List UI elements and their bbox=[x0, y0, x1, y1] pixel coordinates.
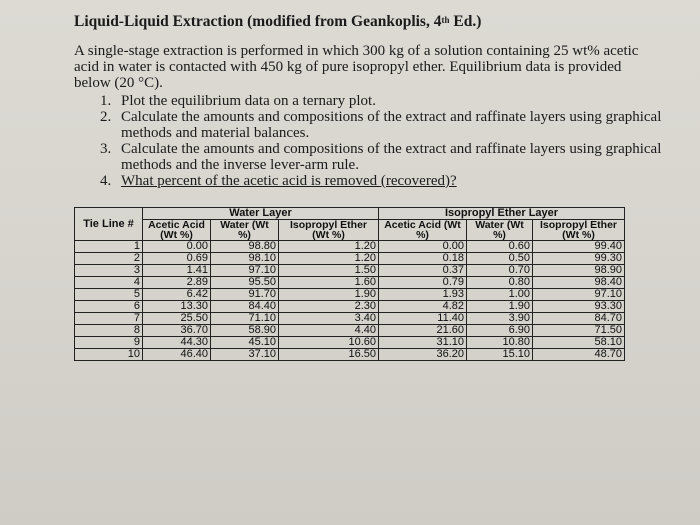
document bbox=[74, 14, 674, 189]
tie-line-number-cell: 4 bbox=[75, 277, 143, 289]
table-cell: 98.90 bbox=[533, 265, 625, 277]
table-cell: 16.50 bbox=[279, 349, 379, 361]
tie-line-number-cell: 9 bbox=[75, 337, 143, 349]
table-cell: 2.30 bbox=[279, 301, 379, 313]
column-header: Water (Wt %) bbox=[467, 220, 533, 241]
table-cell: 0.80 bbox=[467, 277, 533, 289]
column-header: Acetic Acid (Wt %) bbox=[379, 220, 467, 241]
table-cell: 36.20 bbox=[379, 349, 467, 361]
task-text: Calculate the amounts and compositions of the extract and raffinate layers using graphical methods and material balances. bbox=[121, 109, 662, 141]
table-row bbox=[75, 289, 625, 301]
table-body bbox=[75, 241, 625, 361]
table-cell: 84.70 bbox=[533, 313, 625, 325]
table-cell: 58.10 bbox=[533, 337, 625, 349]
table-cell: 1.90 bbox=[467, 301, 533, 313]
table-row bbox=[75, 301, 625, 313]
table-cell: 2.89 bbox=[143, 277, 211, 289]
table-cell: 37.10 bbox=[211, 349, 279, 361]
table-cell: 0.60 bbox=[467, 241, 533, 253]
table-row bbox=[75, 277, 625, 289]
task-list bbox=[74, 93, 674, 189]
task-number: 2. bbox=[100, 109, 112, 125]
table-cell: 98.80 bbox=[211, 241, 279, 253]
table-cell: 1.00 bbox=[467, 289, 533, 301]
title-main: Liquid-Liquid Extraction (modified from Geankoplis, 4 bbox=[74, 13, 442, 30]
table-cell: 1.93 bbox=[379, 289, 467, 301]
table-cell: 1.20 bbox=[279, 241, 379, 253]
task-item bbox=[100, 109, 674, 141]
title-superscript: th bbox=[441, 15, 450, 25]
water-layer-header: Water Layer bbox=[143, 208, 379, 220]
table-cell: 97.10 bbox=[211, 265, 279, 277]
task-item bbox=[100, 93, 674, 109]
column-header: Acetic Acid (Wt %) bbox=[143, 220, 211, 241]
table-row bbox=[75, 265, 625, 277]
table-cell: 46.40 bbox=[143, 349, 211, 361]
table-cell: 21.60 bbox=[379, 325, 467, 337]
table-cell: 10.80 bbox=[467, 337, 533, 349]
table-cell: 0.50 bbox=[467, 253, 533, 265]
tie-line-number-cell: 6 bbox=[75, 301, 143, 313]
table-cell: 48.70 bbox=[533, 349, 625, 361]
task-number: 1. bbox=[100, 93, 112, 109]
table-cell: 1.90 bbox=[279, 289, 379, 301]
table-cell: 93.30 bbox=[533, 301, 625, 313]
table-cell: 3.90 bbox=[467, 313, 533, 325]
table-cell: 98.10 bbox=[211, 253, 279, 265]
table-cell: 97.10 bbox=[533, 289, 625, 301]
table-cell: 10.60 bbox=[279, 337, 379, 349]
table-cell: 25.50 bbox=[143, 313, 211, 325]
table-cell: 11.40 bbox=[379, 313, 467, 325]
table-cell: 71.50 bbox=[533, 325, 625, 337]
tie-line-number-cell: 1 bbox=[75, 241, 143, 253]
table-cell: 1.60 bbox=[279, 277, 379, 289]
table-cell: 0.69 bbox=[143, 253, 211, 265]
table-cell: 1.50 bbox=[279, 265, 379, 277]
table-cell: 6.90 bbox=[467, 325, 533, 337]
table-cell: 4.40 bbox=[279, 325, 379, 337]
table-cell: 0.00 bbox=[379, 241, 467, 253]
task-item bbox=[100, 173, 674, 189]
table-row bbox=[75, 325, 625, 337]
table-cell: 4.82 bbox=[379, 301, 467, 313]
table-cell: 15.10 bbox=[467, 349, 533, 361]
task-text: Calculate the amounts and compositions of the extract and raffinate layers using graphical methods and the inverse lever-arm rule. bbox=[121, 141, 662, 173]
table-cell: 0.37 bbox=[379, 265, 467, 277]
table-cell: 0.00 bbox=[143, 241, 211, 253]
problem-statement: A single-stage extraction is performed in which 300 kg of a solution containing 25 wt% acetic acid in water is contacted with 450 kg of pure isopropyl ether. Equilibrium data is provided below (20 °C). bbox=[74, 43, 639, 91]
task-text: What percent of the acetic acid is removed (recovered)? bbox=[121, 173, 457, 189]
table-cell: 1.41 bbox=[143, 265, 211, 277]
tie-line-number-cell: 5 bbox=[75, 289, 143, 301]
table-cell: 3.40 bbox=[279, 313, 379, 325]
tie-line-number-cell: 7 bbox=[75, 313, 143, 325]
table-cell: 71.10 bbox=[211, 313, 279, 325]
tie-line-number-cell: 3 bbox=[75, 265, 143, 277]
table-cell: 1.20 bbox=[279, 253, 379, 265]
ether-layer-header: Isopropyl Ether Layer bbox=[379, 208, 625, 220]
table-cell: 99.30 bbox=[533, 253, 625, 265]
table-cell: 91.70 bbox=[211, 289, 279, 301]
table-cell: 0.18 bbox=[379, 253, 467, 265]
tie-line-header: Tie Line # bbox=[75, 208, 143, 241]
table-cell: 0.79 bbox=[379, 277, 467, 289]
column-header: Isopropyl Ether (Wt %) bbox=[533, 220, 625, 241]
table-cell: 0.70 bbox=[467, 265, 533, 277]
table-cell: 98.40 bbox=[533, 277, 625, 289]
table-cell: 58.90 bbox=[211, 325, 279, 337]
table-cell: 44.30 bbox=[143, 337, 211, 349]
table-cell: 84.40 bbox=[211, 301, 279, 313]
column-header: Isopropyl Ether (Wt %) bbox=[279, 220, 379, 241]
table-row bbox=[75, 253, 625, 265]
table-group-header-row bbox=[75, 208, 625, 220]
tie-line-number-cell: 10 bbox=[75, 349, 143, 361]
table-row bbox=[75, 337, 625, 349]
column-header: Water (Wt %) bbox=[211, 220, 279, 241]
title-tail: Ed.) bbox=[449, 13, 482, 30]
document-title bbox=[74, 14, 674, 30]
equilibrium-table-wrapper bbox=[74, 207, 625, 361]
tie-line-number-cell: 2 bbox=[75, 253, 143, 265]
table-cell: 36.70 bbox=[143, 325, 211, 337]
table-cell: 99.40 bbox=[533, 241, 625, 253]
task-item bbox=[100, 141, 674, 173]
table-cell: 45.10 bbox=[211, 337, 279, 349]
equilibrium-data-table bbox=[74, 207, 625, 361]
table-cell: 13.30 bbox=[143, 301, 211, 313]
table-cell: 6.42 bbox=[143, 289, 211, 301]
task-number: 4. bbox=[100, 173, 112, 189]
table-cell: 95.50 bbox=[211, 277, 279, 289]
table-row bbox=[75, 349, 625, 361]
tie-line-number-cell: 8 bbox=[75, 325, 143, 337]
task-number: 3. bbox=[100, 141, 112, 157]
table-row bbox=[75, 241, 625, 253]
table-row bbox=[75, 313, 625, 325]
task-text: Plot the equilibrium data on a ternary plot. bbox=[121, 93, 376, 109]
table-cell: 31.10 bbox=[379, 337, 467, 349]
